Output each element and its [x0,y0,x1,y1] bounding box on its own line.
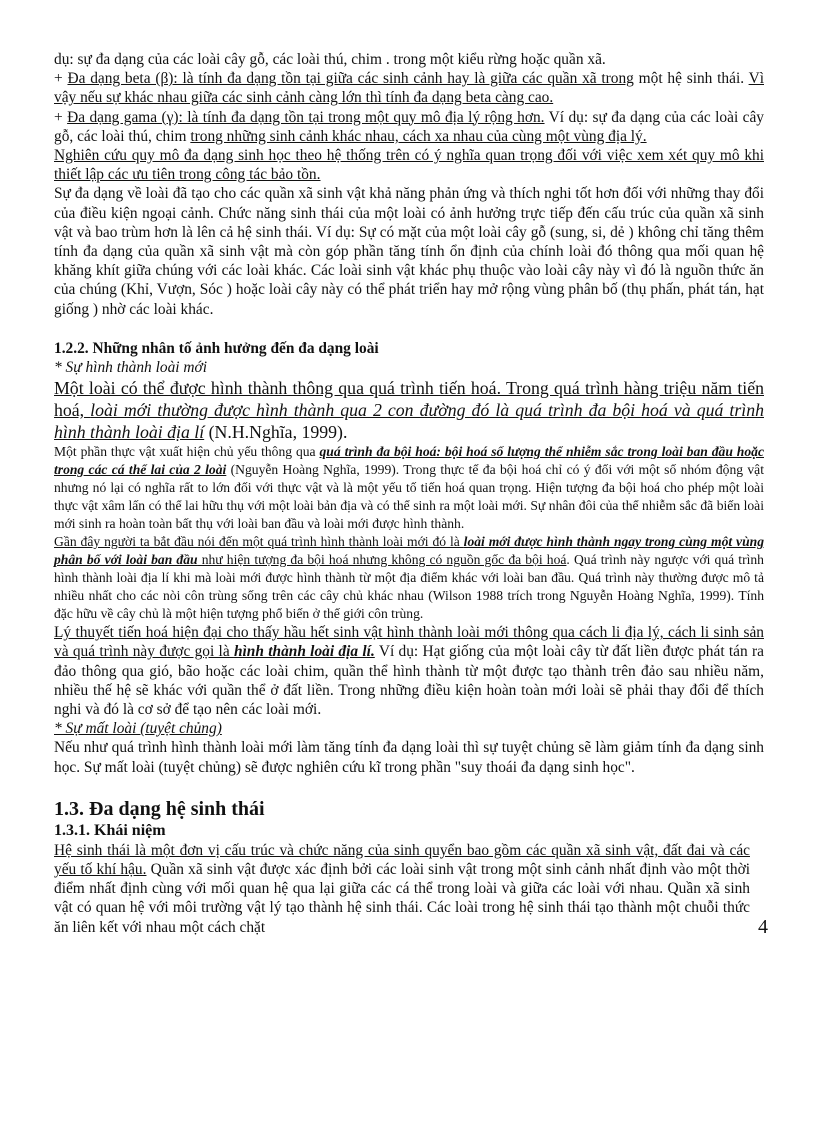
text-run: (Nguyễn Hoàng Nghĩa, 1999). Trong thực tế đa bội hoá chỉ có ý đối với một số nhóm động vật nhưng nó lại có nghĩa rất to lớn đối với thực vật và là một yếu tố tiến hoá quan trọng. Hiện tượng đa bội hoá cho phép một loài thực vật xâm lấn có thể lai hữu thụ với một loài bản địa và có thể sinh ra một loài mới. Sự nhân đôi của thể nhiễm sắc đã biến loài mới sinh ra hoàn toàn bất thụ với loài ban đầu và loài mới được hình thành. [54,462,764,532]
text-run: một hệ sinh thái. [633,70,749,88]
italic-text: * Sự mất loài (tuyệt chủng) [54,720,222,738]
italic-text: hình thành loài địa lí. [233,643,375,661]
underlined-text: Nghiên cứu quy mô đa dạng sinh học theo hệ thống trên có ý nghĩa quan trọng đối với việc xem xét quy mô khi thiết lập các ưu tiên trong công tác bảo tồn. [54,147,764,184]
text-run: Gần đây người ta bắt đầu nói đến một quá trình hình thành loài mới đó là [54,534,464,550]
text-run: như hiện tượng đa bội hoá nhưng không có nguồn gốc đa bội hoá [197,552,567,568]
paragraph-alpha-example: dụ: sự đa dạng của các loài cây gỗ, các loài thú, chim . trong một kiểu rừng hoặc quần xã. [54,51,606,68]
text-run: (N.H.Nghĩa, 1999). [204,422,348,443]
section-heading-1-3-1: 1.3.1. Khái niệm [54,821,166,839]
subheading-extinction [54,719,764,738]
paragraph-evolution [54,377,764,443]
section-heading-1-3: 1.3. Đa dạng hệ sinh thái [54,797,265,820]
underlined-text: Đa dạng gama (γ): là tính đa dạng tồn tại trong một quy mô địa lý rộng hơn. [67,108,545,126]
underlined-text: trong những sinh cảnh khác nhau, cách xa nhau của cùng một vùng địa lý. [190,127,647,145]
text-run: + [54,70,68,88]
paragraph-scale-research [54,146,764,184]
text-run: . Quá trình này ngược với quá trình hình thành loài địa lí khi mà loài mới được hình thành từ một địa điểm khác với loài ban đầu. Quá trình này thường được mô tả nhiều nhất cho các nòi côn trùng sống trên các cây chủ khác nhau (Wilson 1988 trích trong Nguyễn Hoàng Nghĩa, 1999). Tính đặc hữu về cây chủ là một hiện tượng phổ biến ở thế giới côn trùng. [54,552,764,622]
underlined-text [54,720,222,737]
italic-text: loài mới được hình thành ngay trong cùng một vùng phân bố với loài ban đầu [54,534,764,568]
document-page [54,50,768,938]
underlined-text [54,378,764,442]
paragraph-beta-diversity [54,69,764,107]
page-number: 4 [758,915,768,938]
text-run: Một loài có thể được hình thành thông qua quá trình tiến hoá. Trong quá trình hàng triệu năm tiến hoá, [54,378,764,421]
paragraph-sympatric-speciation [54,533,764,623]
italic-text: * Sự hình thành loài mới [54,359,207,377]
section-heading-1-2-2: 1.2.2. Những nhân tố ảnh hưởng đến đa dạng loài [54,339,379,357]
text-run: + [54,108,68,126]
paragraph-polyploidy [54,443,764,533]
underlined-text: Đa dạng beta (β): là tính đa dạng tồn tại giữa các sinh cảnh hay là giữa các quần xã trong [67,70,634,88]
italic-text: loài mới thường được hình thành qua 2 con đường đó là quá trình đa bội hoá và quá trình hình thành loài địa lí [54,400,764,443]
underlined-text: Hệ sinh thái là một đơn vị cấu trúc và chức năng của sinh quyển bao gồm các quần xã sinh vật, đất đai và các yếu tố khí hậu. [54,841,750,879]
underlined-text: Vì vậy nếu sự khác nhau giữa các sinh cảnh càng lớn thì tính đa dạng beta càng cao. [54,70,764,107]
paragraph-gamma-diversity [54,108,764,146]
paragraph-ecosystem [54,841,768,938]
paragraph-species-diversity: Sự đa dạng về loài đã tạo cho các quần xã sinh vật khả năng phản ứng và thích nghi tốt hơn đối với những thay đổi của điều kiện ngoại cảnh. Chức năng sinh thái của một loài có ảnh hưởng trực tiếp đến cấu trúc của quần xã sinh vật và bao trùm hơn là lên cả hệ sinh thái. Ví dụ: Sự có mặt của một loài cây gỗ (sung, si, dẻ ) không chỉ tăng thêm tính đa dạng của quần xã sinh vật mà còn góp phần tăng tính ổn định của chính loài đó thông qua mối quan hệ khăng khít giữa chúng với các loài khác. Các loài sinh vật khác phụ thuộc vào loài cây này vì đó là nguồn thức ăn của chúng (Khỉ, Vượn, Sóc ) hoặc loài cây này có thể phát triển hay mở rộng vùng phân bố (thụ phấn, phát tán, hạt giống ) nhờ các loài khác. [54,185,764,318]
text-run: Ví dụ: sự đa dạng của các loài cây gỗ, các loài thú, chim [54,108,764,145]
bold-text [234,643,375,660]
subheading-new-species [54,358,764,377]
text-run: Ví dụ: Hạt giống của một loài cây từ đất liền được phát tán ra đảo thông qua gió, bão hoặc các loài chim, quần thể hình thành từ một được tạo thành trên đảo sau nhiều năm, nhiều thế hệ sẽ khác với quần thể ở đất liền. Trong những điều kiện hoàn toàn mới loài sẽ phải thay đổi để thích nghi và đó là cơ sở để tạo nên các loài mới. [54,643,764,719]
italic-text: quá trình đa bội hoá: bội hoá số lượng thể nhiễm sắc trong loài ban đầu hoặc trong các cá thể lai của 2 loài [54,444,764,478]
text-run: Một phần thực vật xuất hiện chủ yếu thông qua [54,444,320,460]
paragraph-geographic-speciation [54,623,764,719]
paragraph-extinction: Nếu như quá trình hình thành loài mới làm tăng tính đa dạng loài thì sự tuyệt chủng sẽ làm giảm tính đa dạng sinh học. Sự mất loài (tuyệt chủng) sẽ được nghiên cứu kĩ trong phần "suy thoái đa dạng sinh học". [54,739,764,776]
text-run: Lý thuyết tiến hoá hiện đại cho thấy hầu hết sinh vật hình thành loài mới thông qua cách li địa lý, cách li sinh sản và quá trình này được gọi là [54,624,764,661]
text-run: Quần xã sinh vật được xác định bởi các loài sinh vật trong một sinh cảnh nhất định vào một thời điểm nhất định cùng với mối quan hệ qua lại giữa các cá thể trong loài và giữa các loài với nhau. Quần xã sinh vật có quan hệ với môi trường vật lý tạo thành hệ sinh thái. Các loài trong hệ sinh thái tạo thành một chuỗi thức ăn liên kết với nhau một cách chặt [54,861,750,936]
